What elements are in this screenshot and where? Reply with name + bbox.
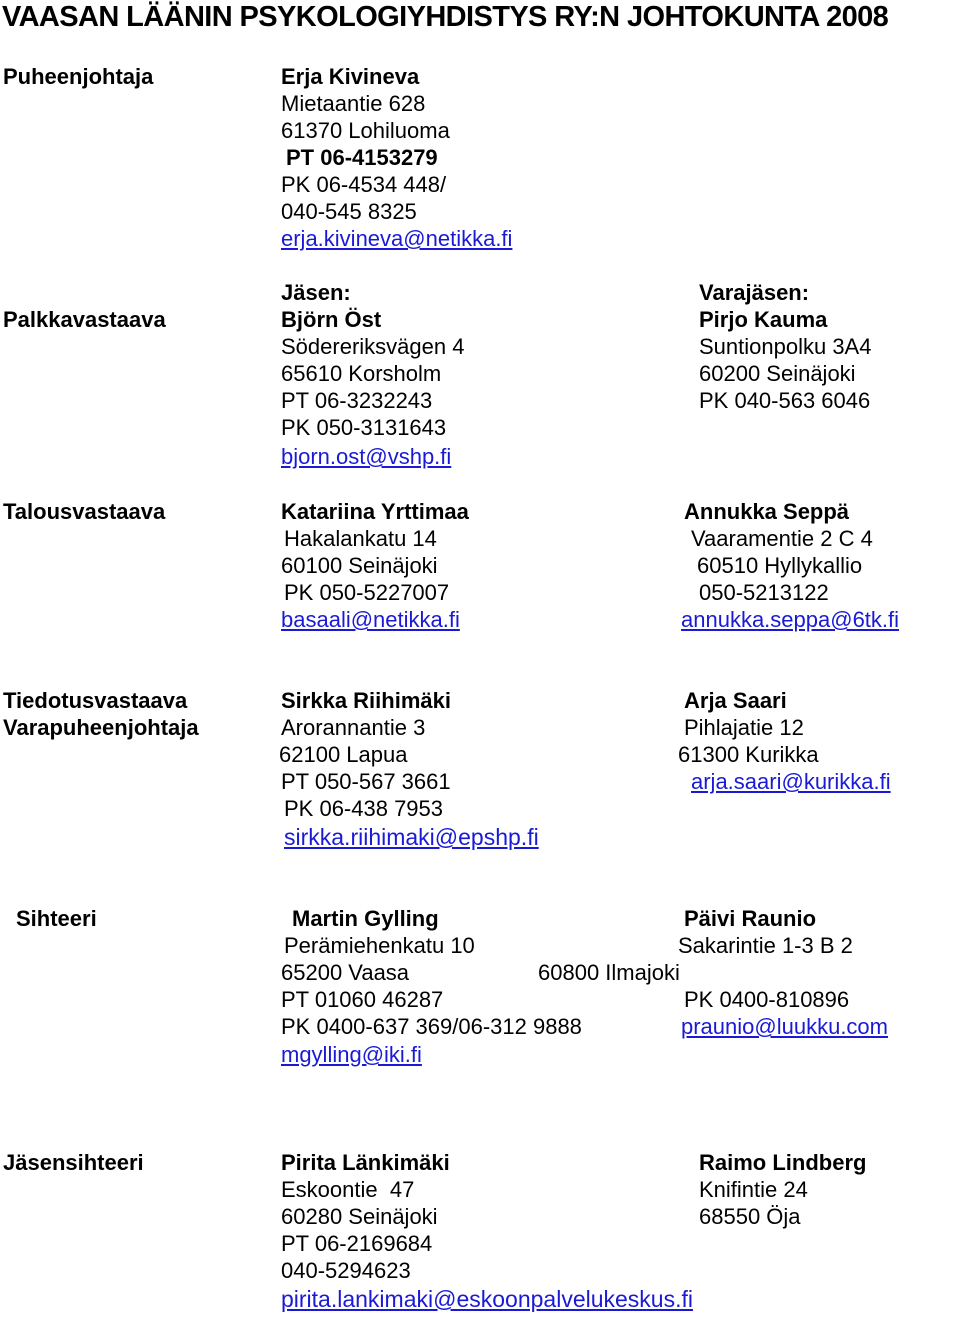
- deputy-email-link[interactable]: annukka.seppa@6tk.fi: [681, 607, 900, 632]
- member-address: Hakalankatu 14: [284, 526, 437, 551]
- member-email-link[interactable]: pirita.lankimaki@eskoonpalvelukeskus.fi: [281, 1286, 693, 1312]
- deputy-postal: 68550 Öja: [699, 1204, 801, 1229]
- deputy-column-header: Varajäsen:: [699, 280, 810, 305]
- page-title: VAASAN LÄÄNIN PSYKOLOGIYHDISTYS RY:N JOHTOKUNTA 2008: [2, 1, 889, 33]
- member-postal: 65200 Vaasa: [281, 960, 410, 985]
- deputy-address: Knifintie 24: [699, 1177, 808, 1202]
- member-phone-mobile: PK 0400-637 369/06-312 9888: [281, 1014, 582, 1039]
- member-email-link[interactable]: mgylling@iki.fi: [281, 1042, 422, 1067]
- member-email-link[interactable]: bjorn.ost@vshp.fi: [281, 444, 452, 469]
- member-phone-mobile: PK 06-4534 448/: [281, 172, 447, 197]
- member-phone-work: PT 06-4153279: [286, 145, 438, 170]
- member-phone: 040-5294623: [281, 1258, 411, 1283]
- deputy-name: Raimo Lindberg: [699, 1150, 867, 1175]
- deputy-email-link[interactable]: arja.saari@kurikka.fi: [691, 769, 891, 794]
- deputy-postal: 60200 Seinäjoki: [699, 361, 856, 386]
- deputy-postal: 60800 Ilmajoki: [538, 960, 680, 985]
- member-postal: 62100 Lapua: [279, 742, 408, 767]
- deputy-phone: PK 0400-810896: [684, 987, 850, 1012]
- role-label: Puheenjohtaja: [3, 64, 154, 89]
- role-label: Jäsensihteeri: [3, 1150, 144, 1175]
- deputy-address: Suntionpolku 3A4: [699, 334, 872, 359]
- deputy-name: Pirjo Kauma: [699, 307, 828, 332]
- member-name: Martin Gylling: [292, 906, 439, 931]
- member-email-link[interactable]: sirkka.riihimaki@epshp.fi: [284, 824, 539, 850]
- member-address: Södereriksvägen 4: [281, 334, 465, 359]
- deputy-address: Pihlajatie 12: [684, 715, 804, 740]
- deputy-name: Päivi Raunio: [684, 906, 817, 931]
- member-name: Björn Öst: [281, 307, 382, 332]
- member-phone-mobile: PK 06-438 7953: [284, 796, 444, 821]
- role-label: Sihteeri: [16, 906, 97, 931]
- deputy-address: Sakarintie 1-3 B 2: [678, 933, 853, 958]
- member-name: Sirkka Riihimäki: [281, 688, 451, 713]
- member-name: Erja Kivineva: [281, 64, 420, 89]
- member-phone-mobile: PK 050-3131643: [281, 415, 447, 440]
- member-address: Mietaantie 628: [281, 91, 426, 116]
- deputy-name: Annukka Seppä: [684, 499, 850, 524]
- member-postal: 65610 Korsholm: [281, 361, 442, 386]
- member-postal: 61370 Lohiluoma: [281, 118, 450, 143]
- member-address: Eskoontie 47: [281, 1177, 415, 1202]
- deputy-postal: 60510 Hyllykallio: [697, 553, 863, 578]
- member-email-link[interactable]: basaali@netikka.fi: [281, 607, 460, 632]
- member-address: Perämiehenkatu 10: [284, 933, 475, 958]
- deputy-phone: 050-5213122: [699, 580, 829, 605]
- member-email-link[interactable]: erja.kivineva@netikka.fi: [281, 226, 513, 251]
- deputy-postal: 61300 Kurikka: [678, 742, 819, 767]
- deputy-address: Vaaramentie 2 C 4: [691, 526, 873, 551]
- member-phone-work: PT 06-2169684: [281, 1231, 433, 1256]
- member-phone-work: PT 01060 46287: [281, 987, 444, 1012]
- member-phone: PK 050-5227007: [284, 580, 450, 605]
- member-address: Arorannantie 3: [281, 715, 426, 740]
- member-name: Pirita Länkimäki: [281, 1150, 450, 1175]
- member-phone-work: PT 06-3232243: [281, 388, 433, 413]
- member-postal: 60100 Seinäjoki: [281, 553, 438, 578]
- member-phone-work: PT 050-567 3661: [281, 769, 451, 794]
- member-phone: 040-545 8325: [281, 199, 417, 224]
- member-postal: 60280 Seinäjoki: [281, 1204, 438, 1229]
- deputy-phone: PK 040-563 6046: [699, 388, 871, 413]
- role-label: Tiedotusvastaava: [3, 688, 188, 713]
- deputy-email-link[interactable]: praunio@luukku.com: [681, 1014, 888, 1039]
- role-label: Palkkavastaava: [3, 307, 166, 332]
- role-label-secondary: Varapuheenjohtaja: [3, 715, 199, 740]
- member-name: Katariina Yrttimaa: [281, 499, 469, 524]
- role-label: Talousvastaava: [3, 499, 166, 524]
- member-column-header: Jäsen:: [281, 280, 351, 305]
- deputy-name: Arja Saari: [684, 688, 787, 713]
